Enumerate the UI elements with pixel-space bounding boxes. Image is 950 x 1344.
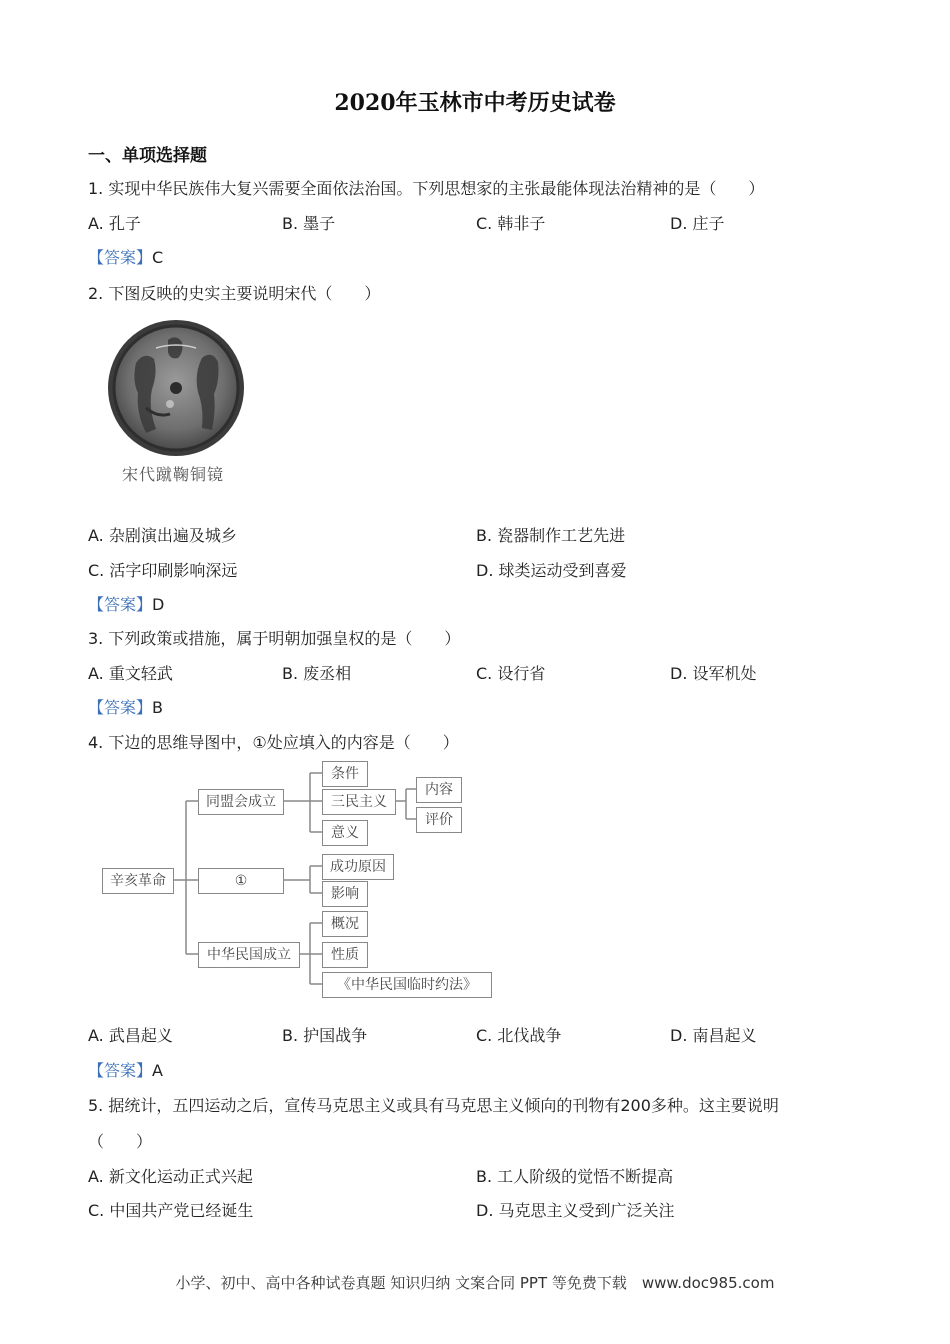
mindmap-root: 辛亥革命 [102, 868, 174, 894]
mindmap-branch-3: 中华民国成立 [198, 942, 300, 968]
question-4-option-c: C. 北伐战争 [476, 1026, 562, 1045]
page-footer: 小学、初中、高中各种试卷真题 知识归纳 文案合同 PPT 等免费下载 www.doc985.com [175, 1274, 775, 1292]
question-4-option-a: A. 武昌起义 [88, 1026, 173, 1045]
question-5-option-d: D. 马克思主义受到广泛关注 [476, 1201, 675, 1220]
mindmap-node: 概况 [322, 911, 368, 937]
mindmap-node: 内容 [416, 777, 462, 803]
mirror-caption: 宋代蹴鞠铜镜 [122, 465, 225, 484]
question-2-answer: 【答案】D [88, 595, 165, 614]
mindmap-node: 性质 [322, 942, 368, 968]
question-1-option-b: B. 墨子 [282, 214, 336, 233]
question-4-stem: 4. 下边的思维导图中，①处应填入的内容是（ ） [88, 733, 459, 752]
question-3-stem: 3. 下列政策或措施，属于明朝加强皇权的是（ ） [88, 629, 461, 648]
question-5-option-c: C. 中国共产党已经诞生 [88, 1201, 254, 1220]
question-3-option-d: D. 设军机处 [670, 664, 757, 683]
mindmap-node: 影响 [322, 881, 368, 907]
question-3-option-a: A. 重文轻武 [88, 664, 173, 683]
question-2-option-c: C. 活字印刷影响深远 [88, 561, 238, 580]
question-4-option-b: B. 护国战争 [282, 1026, 368, 1045]
question-1-option-d: D. 庄子 [670, 214, 725, 233]
section-heading: 一、单项选择题 [88, 146, 207, 166]
question-3-answer: 【答案】B [88, 698, 163, 717]
question-2-option-a: A. 杂剧演出遍及城乡 [88, 526, 237, 545]
mindmap-node: 意义 [322, 820, 368, 846]
mindmap-node: 《中华民国临时约法》 [322, 972, 492, 998]
mindmap-node: 评价 [416, 807, 462, 833]
question-2-option-b: B. 瓷器制作工艺先进 [476, 526, 626, 545]
question-3-option-b: B. 废丞相 [282, 664, 352, 683]
question-1-answer: 【答案】C [88, 248, 164, 267]
mind-map [100, 758, 500, 1003]
question-4-answer: 【答案】A [88, 1061, 163, 1080]
question-5-option-a: A. 新文化运动正式兴起 [88, 1167, 253, 1186]
question-2-stem: 2. 下图反映的史实主要说明宋代（ ） [88, 284, 381, 303]
mindmap-node: 三民主义 [322, 789, 396, 815]
question-5-stem: 5. 据统计，五四运动之后，宣传马克思主义或具有马克思主义倾向的刊物有200多种。这主要说明 [88, 1096, 779, 1115]
mindmap-branch-2-blank: ① [198, 868, 284, 894]
question-1-option-a: A. 孔子 [88, 214, 141, 233]
mindmap-node: 成功原因 [322, 854, 394, 880]
question-1-stem: 1. 实现中华民族伟大复兴需要全面依法治国。下列思想家的主张最能体现法治精神的是（ ） [88, 179, 765, 198]
question-3-option-c: C. 设行省 [476, 664, 546, 683]
question-5-option-b: B. 工人阶级的觉悟不断提高 [476, 1167, 674, 1186]
question-1-option-c: C. 韩非子 [476, 214, 546, 233]
question-5-stem-cont: （ ） [88, 1132, 153, 1151]
question-2-option-d: D. 球类运动受到喜爱 [476, 561, 627, 580]
mindmap-node: 条件 [322, 761, 368, 787]
page-title: 2020年玉林市中考历史试卷 [334, 90, 616, 116]
mindmap-branch-1: 同盟会成立 [198, 789, 284, 815]
question-4-option-d: D. 南昌起义 [670, 1026, 757, 1045]
